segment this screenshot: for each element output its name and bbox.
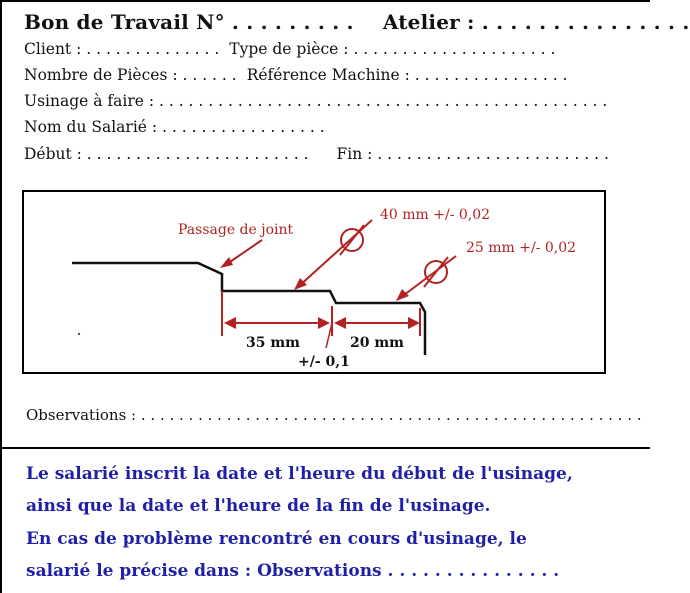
passage-joint-label: Passage de joint: [178, 222, 294, 238]
arrow-20-left: [334, 317, 346, 329]
dim-25-label: 25 mm +/- 0,02: [466, 240, 577, 256]
usinage-field[interactable]: Usinage à faire : . . . . . . . . . . . . . . . . . . . . . . . . . . . . . . . . . . . . . . . . . . . . . .: [24, 92, 608, 110]
len-35-label: 35 mm: [246, 335, 300, 351]
instruction-line-4: salarié le précise dans : Observations . . . . . . . . . . . . . . .: [26, 561, 560, 581]
arrow-35-left: [224, 317, 236, 329]
observations-field[interactable]: Observations : . . . . . . . . . . . . . . . . . . . . . . . . . . . . . . . . . . . . . . . . . . . . . . . . . . . . .: [26, 406, 642, 424]
salarie-field[interactable]: Nom du Salarié : . . . . . . . . . . . . . . . . .: [24, 118, 325, 136]
debut-field[interactable]: Début : . . . . . . . . . . . . . . . . . . . . . . .: [24, 145, 309, 163]
diameter-25-arrow: [396, 289, 409, 301]
atelier-field[interactable]: Atelier : . . . . . . . . . . . . . . .: [382, 10, 690, 34]
instruction-line-1: Le salarié inscrit la date et l'heure du début de l'usinage,: [26, 464, 573, 484]
arrow-20-right: [408, 317, 420, 329]
instruction-line-3: En cas de problème rencontré en cours d'usinage, le: [26, 529, 527, 549]
reference-machine-field[interactable]: Référence Machine : . . . . . . . . . . . . . . . .: [246, 66, 568, 84]
client-field[interactable]: Client : . . . . . . . . . . . . . .: [24, 40, 220, 58]
stray-mark: [78, 333, 80, 335]
nombre-pieces-field[interactable]: Nombre de Pièces : . . . . . .: [24, 66, 237, 84]
tolerance-label: +/- 0,1: [298, 354, 350, 370]
type-piece-field[interactable]: Type de pièce : . . . . . . . . . . . . . . . . . . . . .: [229, 40, 556, 58]
bon-de-travail-field[interactable]: Bon de Travail N° . . . . . . . . .: [24, 10, 354, 34]
diameter-25-leader: [400, 256, 456, 298]
fin-field[interactable]: Fin : . . . . . . . . . . . . . . . . . . . . . . . .: [336, 145, 609, 163]
diameter-40-leader: [298, 220, 372, 287]
dim-40-label: 40 mm +/- 0,02: [380, 207, 491, 223]
arrow-35-right: [318, 317, 330, 329]
instruction-line-2: ainsi que la date et l'heure de la fin de l'usinage.: [26, 496, 491, 516]
joint-arrow: [220, 257, 233, 268]
len-20-label: 20 mm: [350, 335, 404, 351]
section-separator: [0, 447, 650, 449]
